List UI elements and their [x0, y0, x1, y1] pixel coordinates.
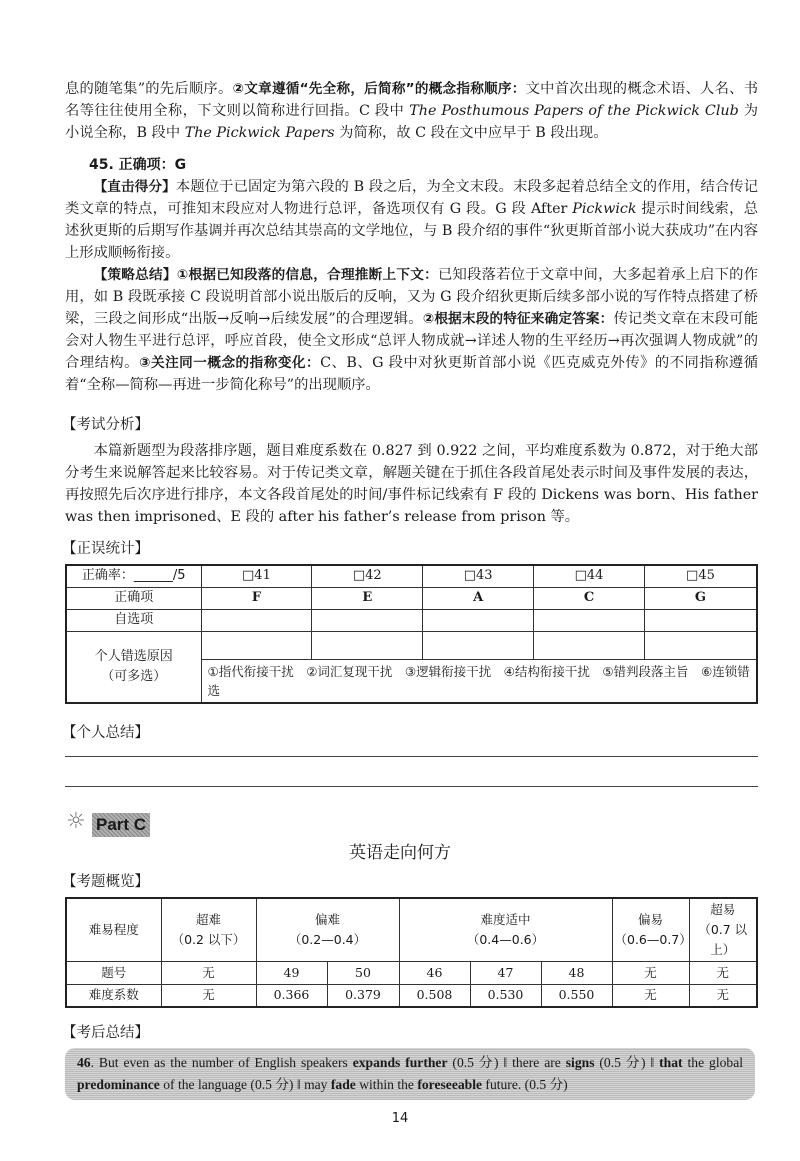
answer-45-heading: 45. 正确项：G [89, 157, 187, 173]
question-number: 无 [612, 961, 689, 984]
bold-text: predominance [77, 1077, 160, 1092]
text-segment: 提示时间线索，总述狄更斯的后期写作基调并再次总结其崇高的文学地位，与 B 段介绍的事件“狄更斯首部小说大获成功”在内容上形成顺畅衔接。 [65, 201, 759, 261]
coefficient: 0.508 [399, 984, 470, 1007]
own-choice-cell[interactable] [423, 609, 534, 631]
question-number: 46 [399, 961, 470, 984]
coefficient: 无 [612, 984, 689, 1007]
text-segment: (0.5 分) ‖ there are [447, 1055, 566, 1070]
direct-score-paragraph [65, 176, 758, 264]
bold-text: 46 [77, 1055, 91, 1070]
exam-analysis-body: 本篇新题型为段落排序题，题目难度系数在 0.827 到 0.922 之间，平均难度系数为 0.872，对于绝大部分考生来说解答起来比较容易。对于传记类文章，解题关键在于抓住各段首尾处表示时间及事件发展的表达，再按照先后次序进行排序，本文各段首尾处的时间/事件标记线索有 F 段的 Dickens was born、His father was then imprisoned、E 段的 after his father’s release from prison 等。 [65, 443, 758, 525]
text-segment: 为简称，故 C 段在文中应早于 B 段出现。 [334, 125, 608, 141]
part-title: 英语走向何方 [349, 842, 451, 863]
question-number: 无 [689, 961, 757, 984]
question-checkbox[interactable]: □41 [201, 565, 312, 587]
coefficient: 0.366 [256, 984, 327, 1007]
reason-cell[interactable] [201, 631, 312, 659]
question-checkbox[interactable]: □43 [423, 565, 534, 587]
difficulty-table [65, 897, 758, 1009]
level-cell: 超难 （0.2 以下） [161, 898, 256, 962]
answer-cell: E [312, 587, 423, 609]
page-number: 14 [391, 1111, 409, 1126]
after-exam-heading: 【考后总结】 [62, 1025, 149, 1041]
level-cell: 偏难 （0.2—0.4） [256, 898, 399, 962]
error-reason-subtitle: （可多选） [101, 668, 167, 684]
text-segment: (0.5 分) ‖ [594, 1055, 660, 1070]
part-header [65, 808, 758, 841]
own-choice-cell[interactable] [534, 609, 645, 631]
answer-cell: A [423, 587, 534, 609]
stats-table [65, 564, 758, 704]
exam-analysis-heading: 【考试分析】 [62, 417, 149, 433]
level-cell: 超易 （0.7 以上） [689, 898, 757, 962]
error-reason-options: ①指代衔接干扰 ②词汇复现干扰 ③逻辑衔接干扰 ④结构衔接干扰 ⑤错判段落主旨 ⑥连锁错选 [201, 659, 757, 703]
question-checkbox[interactable]: □45 [644, 565, 757, 587]
sentence-46-box [65, 1048, 755, 1100]
bold-text: ②文章遵循“先全称，后简称”的概念指称顺序： [232, 81, 526, 97]
error-reason-label [66, 631, 201, 703]
text-segment: 为小说全称，B 段中 [65, 103, 759, 141]
text-segment: 息的随笔集”的先后顺序。 [65, 81, 233, 97]
own-choice-cell[interactable] [644, 609, 757, 631]
text-segment: . But even as the number of English speakers [90, 1055, 353, 1070]
error-reason-title: 个人错选原因 [94, 648, 173, 664]
coefficient: 无 [689, 984, 757, 1007]
question-number: 47 [470, 961, 541, 984]
own-choice-cell[interactable] [201, 609, 312, 631]
bold-text: that [659, 1055, 683, 1070]
personal-summary-heading: 【个人总结】 [62, 724, 149, 741]
coefficient: 0.530 [470, 984, 541, 1007]
bold-text: fade [330, 1077, 356, 1092]
answer-cell: G [644, 587, 757, 609]
bold-text: ③关注同一概念的指称变化： [138, 355, 321, 371]
text-segment: the global [682, 1055, 744, 1070]
stats-heading: 【正误统计】 [62, 541, 149, 557]
answer-cell: C [534, 587, 645, 609]
bold-text: expands further [352, 1055, 448, 1070]
question-number: 无 [161, 961, 256, 984]
paragraph-45-intro [65, 78, 758, 144]
reason-cell[interactable] [423, 631, 534, 659]
reason-cell[interactable] [534, 631, 645, 659]
own-choice-label: 自选项 [66, 609, 201, 631]
row-label: 难易程度 [66, 898, 161, 962]
row-label: 题号 [66, 961, 161, 984]
text-segment: future. (0.5 分) [482, 1077, 568, 1092]
answer-cell: F [201, 587, 312, 609]
own-choice-cell[interactable] [312, 609, 423, 631]
accuracy-label[interactable]: 正确率：______/5 [66, 565, 201, 587]
overview-heading: 【考题概览】 [62, 873, 149, 890]
coefficient: 0.550 [541, 984, 612, 1007]
bold-text: signs [565, 1055, 595, 1070]
question-checkbox[interactable]: □42 [312, 565, 423, 587]
text-segment: within the [355, 1077, 418, 1092]
italic-text: The Posthumous Papers of the Pickwick Club [409, 103, 739, 119]
level-cell: 偏易 （0.6—0.7） [612, 898, 689, 962]
level-cell: 难度适中 （0.4—0.6） [399, 898, 612, 962]
text-segment: 传记类文章在末段可能会对人物生平进行总评，呼应首段，使全文形成“总评人物成就→详述人物的生平经历→再次强调人物成就”的合理结构。 [65, 311, 759, 371]
question-number: 50 [327, 961, 399, 984]
question-checkbox[interactable]: □44 [534, 565, 645, 587]
bold-text: 【策略总结】 [93, 267, 177, 283]
question-number: 48 [541, 961, 612, 984]
text-segment: 文中首次出现的概念术语、人名、书名等往往使用全称，下文则以简称进行回指。C 段中 [65, 81, 758, 119]
part-label: Part C [92, 813, 150, 837]
bold-text: foreseeable [417, 1077, 483, 1092]
text-segment: 本题位于已固定为第六段的 B 段之后，为全文末段。末段多起着总结全文的作用，结合传记类文章的特点，可推知末段应对人物进行总评，备选项仅有 G 段。G 段 After [65, 179, 759, 217]
text-segment: 已知段落若位于文章中间，大多起着承上启下的作用，如 B 段既承接 C 段说明首部小说出版后的反响，又为 G 段介绍狄更斯后续多部小说的写作特点搭建了桥梁，三段之间形成“出版→反响→后续发展”的合理逻辑。 [65, 267, 759, 327]
coefficient: 无 [161, 984, 256, 1007]
lightbulb-icon: ☼ [66, 808, 86, 834]
text-segment: C、B、G 段中对狄更斯首部小说《匹克威克外传》的不同指称遵循着“全称—简称—再进一步简化称号”的出现顺序。 [65, 355, 758, 393]
italic-text: The Pickwick Papers [184, 125, 335, 141]
summary-line[interactable] [65, 756, 758, 757]
coefficient: 0.379 [327, 984, 399, 1007]
reason-cell[interactable] [312, 631, 423, 659]
row-label: 难度系数 [66, 984, 161, 1007]
text-segment: of the language (0.5 分) ‖ may [159, 1077, 331, 1092]
reason-cell[interactable] [644, 631, 757, 659]
question-number: 49 [256, 961, 327, 984]
italic-text: Pickwick [572, 201, 637, 217]
bold-text: 【直击得分】 [93, 179, 176, 195]
bold-text: ②根据末段的特征来确定答案： [422, 311, 614, 327]
strategy-summary-paragraph [65, 264, 758, 396]
bold-text: ①根据已知段落的信息，合理推断上下文： [176, 267, 438, 283]
summary-line[interactable] [65, 786, 758, 787]
correct-label: 正确项 [66, 587, 201, 609]
